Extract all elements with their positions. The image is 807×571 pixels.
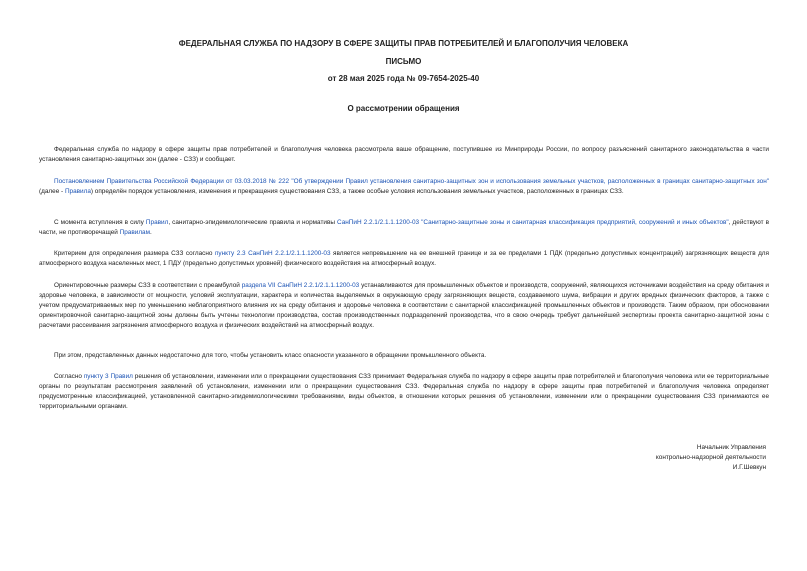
paragraph-resolution [39,177,769,197]
link-rules-clause[interactable]: пункту 3 Правил [83,373,133,380]
document-type: ПИСЬМО [385,57,422,66]
organization-heading: ФЕДЕРАЛЬНАЯ СЛУЖБА ПО НАДЗОРУ В СФЕРЕ ЗАЩИТЫ ПРАВ ПОТРЕБИТЕЛЕЙ И БЛАГОПОЛУЧИЯ ЧЕЛОВЕКА [178,39,629,48]
document-subject: О рассмотрении обращения [347,104,460,113]
signature-name: И.Г.Шевкун [732,464,766,471]
paragraph-decisions-text [39,372,769,412]
paragraph-insufficient-data-text: При этом, представленных данных недостаточно для того, чтобы установить класс опасности указанного в обращении промышленного объекта. [54,352,487,359]
text-fragment: , действуют в части, не противоречащей [39,219,770,236]
paragraph-resolution-text [39,177,769,197]
link-government-resolution[interactable]: Постановлением Правительства Российской Федерации от 03.03.2018 № 222 "Об утверждении Правил установления санитарно-защитных зон и использования земельных участков, расположенных в границах санитарно-защитных зон" [54,178,769,185]
text-fragment: устанавливаются для промышленных объектов и производств, сооружений, являющихся источниками воздействия на среду обитания и здоровье человека, в зависимости от мощности, условий эксплуатации, характера и количества выделяемых в окружающую среду загрязняющих веществ, создаваемого шума, вибрации и других вредных физических факторов, а также с учетом предусматриваемых мер по уменьшению неблагоприятного влияния их на среду обитания и здоровье человека в соответствии с санитарной классификацией промышленных объектов и производств. Таким образом, при обосновании ориентировочной санитарно-защитной зоны должны быть учтены технологии производства, состав производственных подразделений производства, что в свою очередь требует дальнейшей экспертизы проекта санитарно-защитной зоны с расчетами рассеивания загрязнения атмосферного воздуха и физических воздействий на атмосферный воздух. [39,282,769,329]
link-rules[interactable]: Правила [64,188,91,195]
signature-title: Начальник Управления [696,444,766,451]
link-sanpin-clause[interactable]: пункту 2.3 СанПиН 2.2.1/2.1.1.1200-03 [214,250,331,257]
paragraph-criterion-text [39,249,769,269]
text-fragment: ) определён порядок установления, изменения и прекращения существования СЗЗ, а также особые условия использования земельных участков, расположенных в границах СЗЗ. [90,188,624,195]
text-fragment: Критерием для определения размера СЗЗ согласно [54,250,215,257]
paragraph-intro [39,145,769,165]
paragraph-criterion [39,249,769,269]
text-fragment: является непревышение на ее внешней границе и за ее пределами 1 ПДК (предельно допустимых концентраций) загрязняющих веществ для атмосферного воздуха населенных мест, 1 ПДУ (предельно допустимых уровней) физического воздействия на атмосферный воздух. [39,250,769,267]
text-fragment: (далее - [39,188,65,195]
paragraph-approximate-sizes-text [39,281,769,331]
paragraph-intro-text: Федеральная служба по надзору в сфере защиты прав потребителей и благополучия человека рассмотрела ваше обращение, поступившее из Минприроды России, по вопросу разъяснений санитарного законодательства в части установления санитарно-защитных зон (далее - СЗЗ) и сообщает. [39,146,769,163]
text-fragment: . [150,229,152,236]
text-fragment: Согласно [54,373,84,380]
link-rules[interactable]: Правил [145,219,169,226]
link-sanpin-section[interactable]: раздела VII СанПиН 2.2.1/2.1.1.1200-03 [241,282,360,289]
text-fragment: , санитарно-эпидемиологические правила и нормативы [168,219,338,226]
paragraph-sanpin-validity-text [39,218,769,238]
text-fragment: решения об установлении, изменении или о прекращении существования СЗЗ принимает Федеральная служба по надзору в сфере защиты прав потребителей и благополучия человека или ее территориальные органы по результатам рассмотрения заявлений об установлении, изменении или о прекращении существования СЗЗ. Федеральная служба по надзору в сфере защиты прав потребителей и благополучия человека определяет предусмотренные классификацией, установленной санитарно-эпидемиологическими требованиями, виды объектов, в отношении которых решения об установлении, изменении или о прекращении существования СЗЗ принимаются ее территориальными органами. [39,373,769,410]
paragraph-insufficient-data [39,351,769,361]
text-fragment: Ориентировочные размеры СЗЗ в соответствии с преамбулой [54,282,242,289]
signature-department: контрольно-надзорной деятельности [655,454,766,461]
paragraph-approximate-sizes [39,281,769,331]
paragraph-sanpin-validity [39,218,769,238]
link-sanpin[interactable]: СанПиН 2.2.1/2.1.1.1200-03 "Санитарно-защитные зоны и санитарная классификация предприятий, сооружений и иных объектов" [337,219,729,226]
text-fragment: С момента вступления в силу [54,219,146,226]
link-rules[interactable]: Правилам [119,229,150,236]
document-date-number: от 28 мая 2025 года № 09-7654-2025-40 [327,74,480,83]
paragraph-decisions [39,372,769,412]
